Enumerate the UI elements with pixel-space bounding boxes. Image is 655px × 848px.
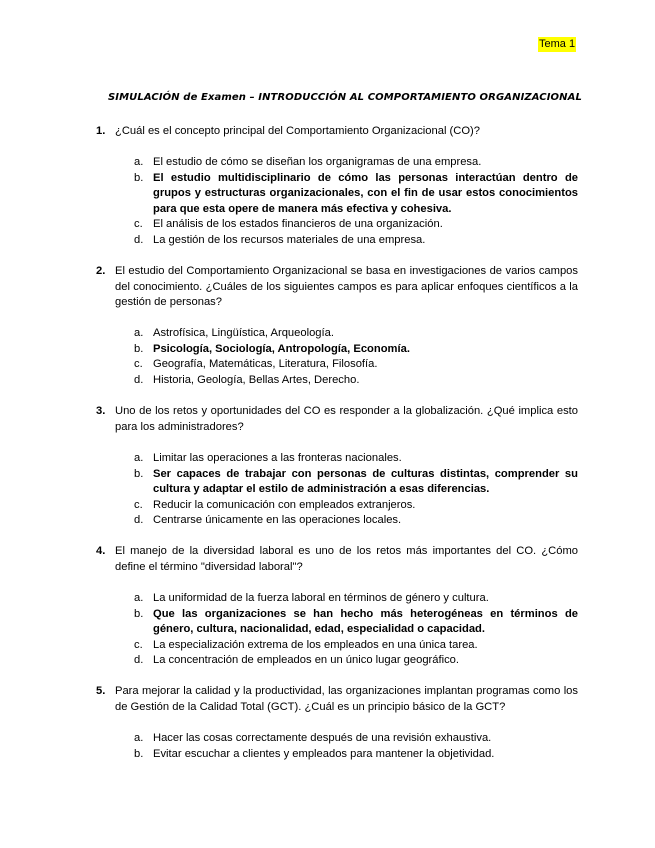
question-number: 4. [96,545,106,557]
options-list-4 [134,591,578,669]
option-2d: d. Historia, Geología, Bellas Artes, Derecho. [134,373,360,386]
question-text: ¿Cuál es el concepto principal del Comportamiento Organizacional (CO)? [115,125,481,137]
option-5b: b. Evitar escuchar a clientes y empleados para mantener la objetividad. [134,747,495,760]
option-1c: c. El análisis de los estados financieros de una organización. [134,218,443,230]
option-3a: a. Limitar las operaciones a las fronteras nacionales. [134,452,402,464]
question-1 [96,124,578,140]
option-4c: c. La especialización extrema de los empleados en una única tarea. [134,638,478,651]
option-4b: b. Que las organizaciones se han hecho más heterogéneas en términos de género, cultura, nacionalidad, edad, especialidad o capacidad. [134,607,578,635]
option-4d: d. La concentración de empleados en un único lugar geográfico. [134,654,460,666]
option-2a: a. Astrofísica, Lingüística, Arqueología. [134,327,334,339]
topic-tag: Tema 1 [539,38,576,50]
options-list-3 [134,451,578,529]
question-text: Para mejorar la calidad y la productividad, las organizaciones implantan programas como los de Gestión de la Calidad Total (GCT). ¿Cuál es un principio básico de la GCT? [115,685,578,713]
question-number: 3. [96,405,106,417]
option-3d: d. Centrarse únicamente en las operaciones locales. [134,514,402,526]
option-3b: b. Ser capaces de trabajar con personas de culturas distintas, comprender su cultura y adaptar el estilo de administración a esas diferencias. [134,467,578,495]
option-1a: a. El estudio de cómo se diseñan los organigramas de una empresa. [134,156,482,168]
option-4a: a. La uniformidad de la fuerza laboral en términos de género y cultura. [134,592,489,604]
question-3 [96,404,578,435]
question-4 [96,544,578,575]
option-3c: c. Reducir la comunicación con empleados extranjeros. [134,498,416,511]
options-list-1 [134,155,578,248]
question-text: El estudio del Comportamiento Organizacional se basa en investigaciones de varios campos del conocimiento. ¿Cuáles de los siguientes campos es para aplicar enfoques científicos a la gestión de personas? [115,265,578,308]
question-2 [96,264,578,311]
question-number: 1. [96,125,106,137]
option-2b: b. Psicología, Sociología, Antropología, Economía. [134,342,410,355]
exam-title: SIMULACIÓN de Examen – INTRODUCCIÓN AL COMPORTAMIENTO ORGANIZACIONAL [108,92,582,103]
question-text: Uno de los retos y oportunidades del CO es responder a la globalización. ¿Qué implica esto para los administradores? [115,405,578,433]
option-1b: b. El estudio multidisciplinario de cómo las personas interactúan dentro de grupos y estructuras organizacionales, con el fin de usar estos conocimientos para que esta opere de manera más efectiva y cohesiva. [134,171,578,215]
option-2c: c. Geografía, Matemáticas, Literatura, Filosofía. [134,358,378,370]
question-number: 2. [96,265,106,277]
question-number: 5. [96,685,106,697]
option-1d: d. La gestión de los recursos materiales de una empresa. [134,233,426,246]
option-5a: a. Hacer las cosas correctamente después de una revisión exhaustiva. [134,732,492,744]
options-list-5 [134,731,578,762]
options-list-2 [134,326,578,388]
question-text: El manejo de la diversidad laboral es uno de los retos más importantes del CO. ¿Cómo define el término "diversidad laboral"? [115,545,578,573]
question-5 [96,684,578,715]
